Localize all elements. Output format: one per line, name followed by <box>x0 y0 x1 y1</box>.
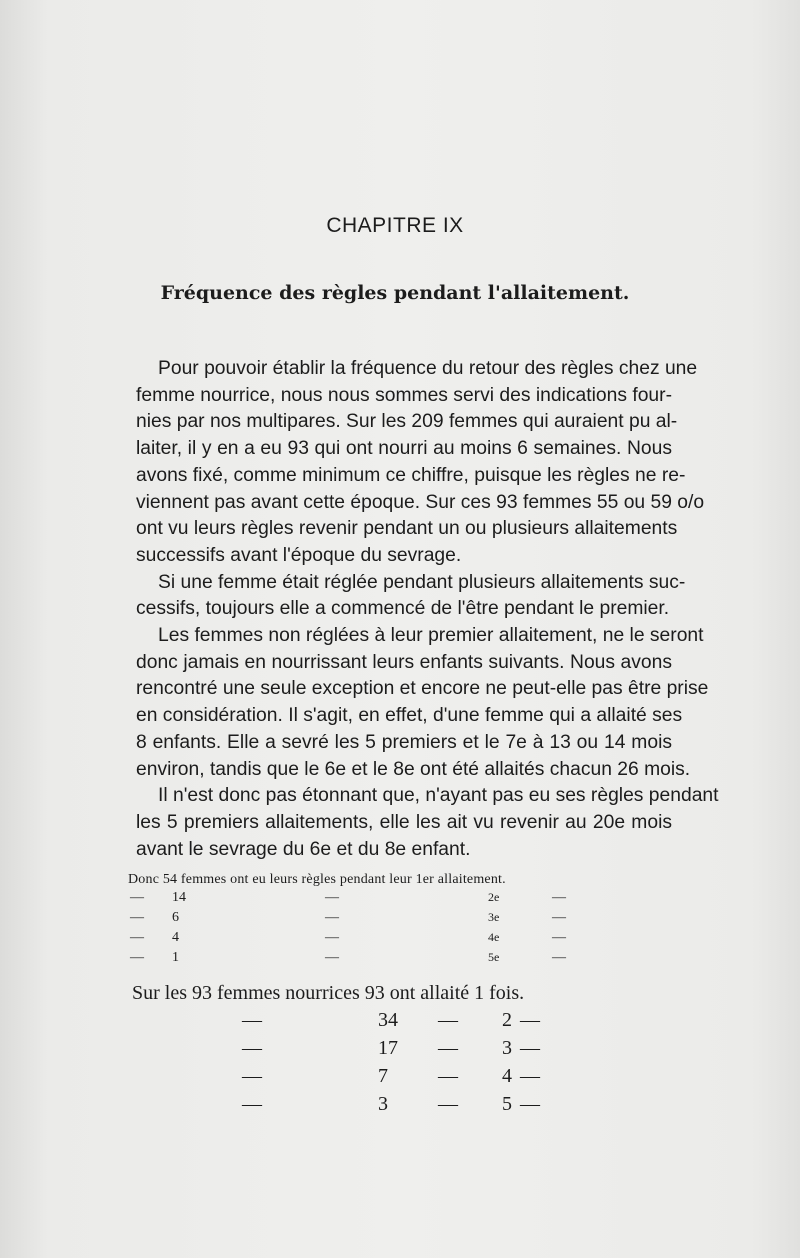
text-line: les 5 premiers allaitements, elle les ait vu revenir au 20e mois <box>136 811 672 833</box>
ditto-dash: — <box>325 950 339 965</box>
nursing-stats <box>132 982 632 1117</box>
ditto-dash: — <box>242 1065 262 1087</box>
text-line: ont vu leurs règles revenir pendant un ou plusieurs allaitements <box>136 518 678 540</box>
ditto-dash: — <box>130 910 144 925</box>
ditto-dash: — <box>242 1093 262 1115</box>
paragraph <box>116 356 705 570</box>
chapter-subtitle: Fréquence des règles pendant l'allaitement. <box>160 282 630 304</box>
times-count: 2 <box>502 1009 512 1031</box>
ditto-dash: — <box>438 1009 458 1031</box>
text-line: Pour pouvoir établir la fréquence du retour des règles chez une <box>158 358 698 379</box>
paragraph <box>116 783 719 863</box>
ditto-dash: — <box>130 890 144 905</box>
times-count: 5 <box>502 1093 512 1115</box>
ditto-dash: — <box>552 910 566 925</box>
women-count: 6 <box>172 910 179 925</box>
text-line: nies par nos multipares. Sur les 209 femmes qui auraient pu al- <box>136 411 678 433</box>
women-count: 17 <box>378 1037 398 1059</box>
text-line: successifs avant l'époque du sevrage. <box>136 544 462 566</box>
stats-row <box>128 948 628 968</box>
nursing-ordinal: 5e <box>488 950 500 964</box>
ditto-dash: — <box>552 890 566 905</box>
text-line: Si une femme était réglée pendant plusieurs allaitements suc- <box>158 571 686 593</box>
ditto-dash: — <box>552 950 566 965</box>
text-line: avons fixé, comme minimum ce chiffre, puisque les règles ne re- <box>136 464 686 486</box>
ditto-dash: — <box>520 1065 540 1087</box>
chapter-title: CHAPITRE IX <box>326 214 464 237</box>
text-line: laiter, il y en a eu 93 qui ont nourri au moins 6 semaines. Nous <box>136 438 672 460</box>
ditto-dash: — <box>242 1037 262 1059</box>
nursing-ordinal: 2e <box>488 890 500 904</box>
stats-row <box>128 928 628 948</box>
nursing-row <box>132 1089 632 1117</box>
ditto-dash: — <box>325 910 339 925</box>
stats-row <box>128 888 628 908</box>
ditto-dash: — <box>520 1093 540 1115</box>
text-line: 8 enfants. Elle a sevré les 5 premiers et le 7e à 13 ou 14 mois <box>136 731 672 753</box>
text-line: rencontré une seule exception et encore ne peut-elle pas être prise <box>136 678 709 700</box>
ditto-dash: — <box>552 930 566 945</box>
text-line: Il n'est donc pas étonnant que, n'ayant pas eu ses règles pendant <box>158 785 719 807</box>
text-line: Les femmes non réglées à leur premier allaitement, ne le seront <box>158 625 704 647</box>
stats-intro: Donc 54 femmes ont eu leurs règles pendant leur 1er allaitement. <box>128 872 506 887</box>
women-count: 3 <box>378 1093 388 1115</box>
paragraph <box>116 623 709 783</box>
text-line: en considération. Il s'agit, en effet, d'une femme qui a allaité ses <box>136 705 683 727</box>
ditto-dash: — <box>325 930 339 945</box>
paragraph <box>116 570 686 623</box>
women-count: 7 <box>378 1065 388 1087</box>
ditto-dash: — <box>520 1009 540 1031</box>
ditto-dash: — <box>438 1093 458 1115</box>
times-count: 4 <box>502 1065 512 1087</box>
nursing-ordinal: 3e <box>488 910 500 924</box>
nursing-row <box>132 1033 632 1061</box>
text-line: avant le sevrage du 6e et du 8e enfant. <box>136 838 471 860</box>
text-line: viennent pas avant cette époque. Sur ces 93 femmes 55 ou 59 o/o <box>136 491 705 513</box>
text-line: environ, tandis que le 6e et le 8e ont été allaités chacun 26 mois. <box>136 758 691 780</box>
women-count: 1 <box>172 950 179 965</box>
nursing-intro: Sur les 93 femmes nourrices 93 ont allaité 1 fois. <box>132 982 525 1004</box>
ditto-dash: — <box>520 1037 540 1059</box>
ditto-dash: — <box>242 1009 262 1031</box>
ditto-dash: — <box>438 1065 458 1087</box>
text-line: femme nourrice, nous nous sommes servi des indications four- <box>136 384 672 406</box>
times-count: 3 <box>502 1037 512 1059</box>
ditto-dash: — <box>130 950 144 965</box>
ditto-dash: — <box>130 930 144 945</box>
ditto-dash: — <box>438 1037 458 1059</box>
menstruation-stats <box>128 872 628 968</box>
body-text <box>116 356 719 863</box>
women-count: 4 <box>172 930 179 945</box>
stats-row <box>128 908 628 928</box>
nursing-ordinal: 4e <box>488 930 500 944</box>
ditto-dash: — <box>325 890 339 905</box>
text-line: donc jamais en nourrissant leurs enfants suivants. Nous avons <box>136 651 672 673</box>
women-count: 34 <box>378 1009 398 1031</box>
nursing-row <box>132 1005 632 1033</box>
nursing-row <box>132 1061 632 1089</box>
women-count: 14 <box>172 890 186 905</box>
text-line: cessifs, toujours elle a commencé de l'être pendant le premier. <box>136 598 670 620</box>
